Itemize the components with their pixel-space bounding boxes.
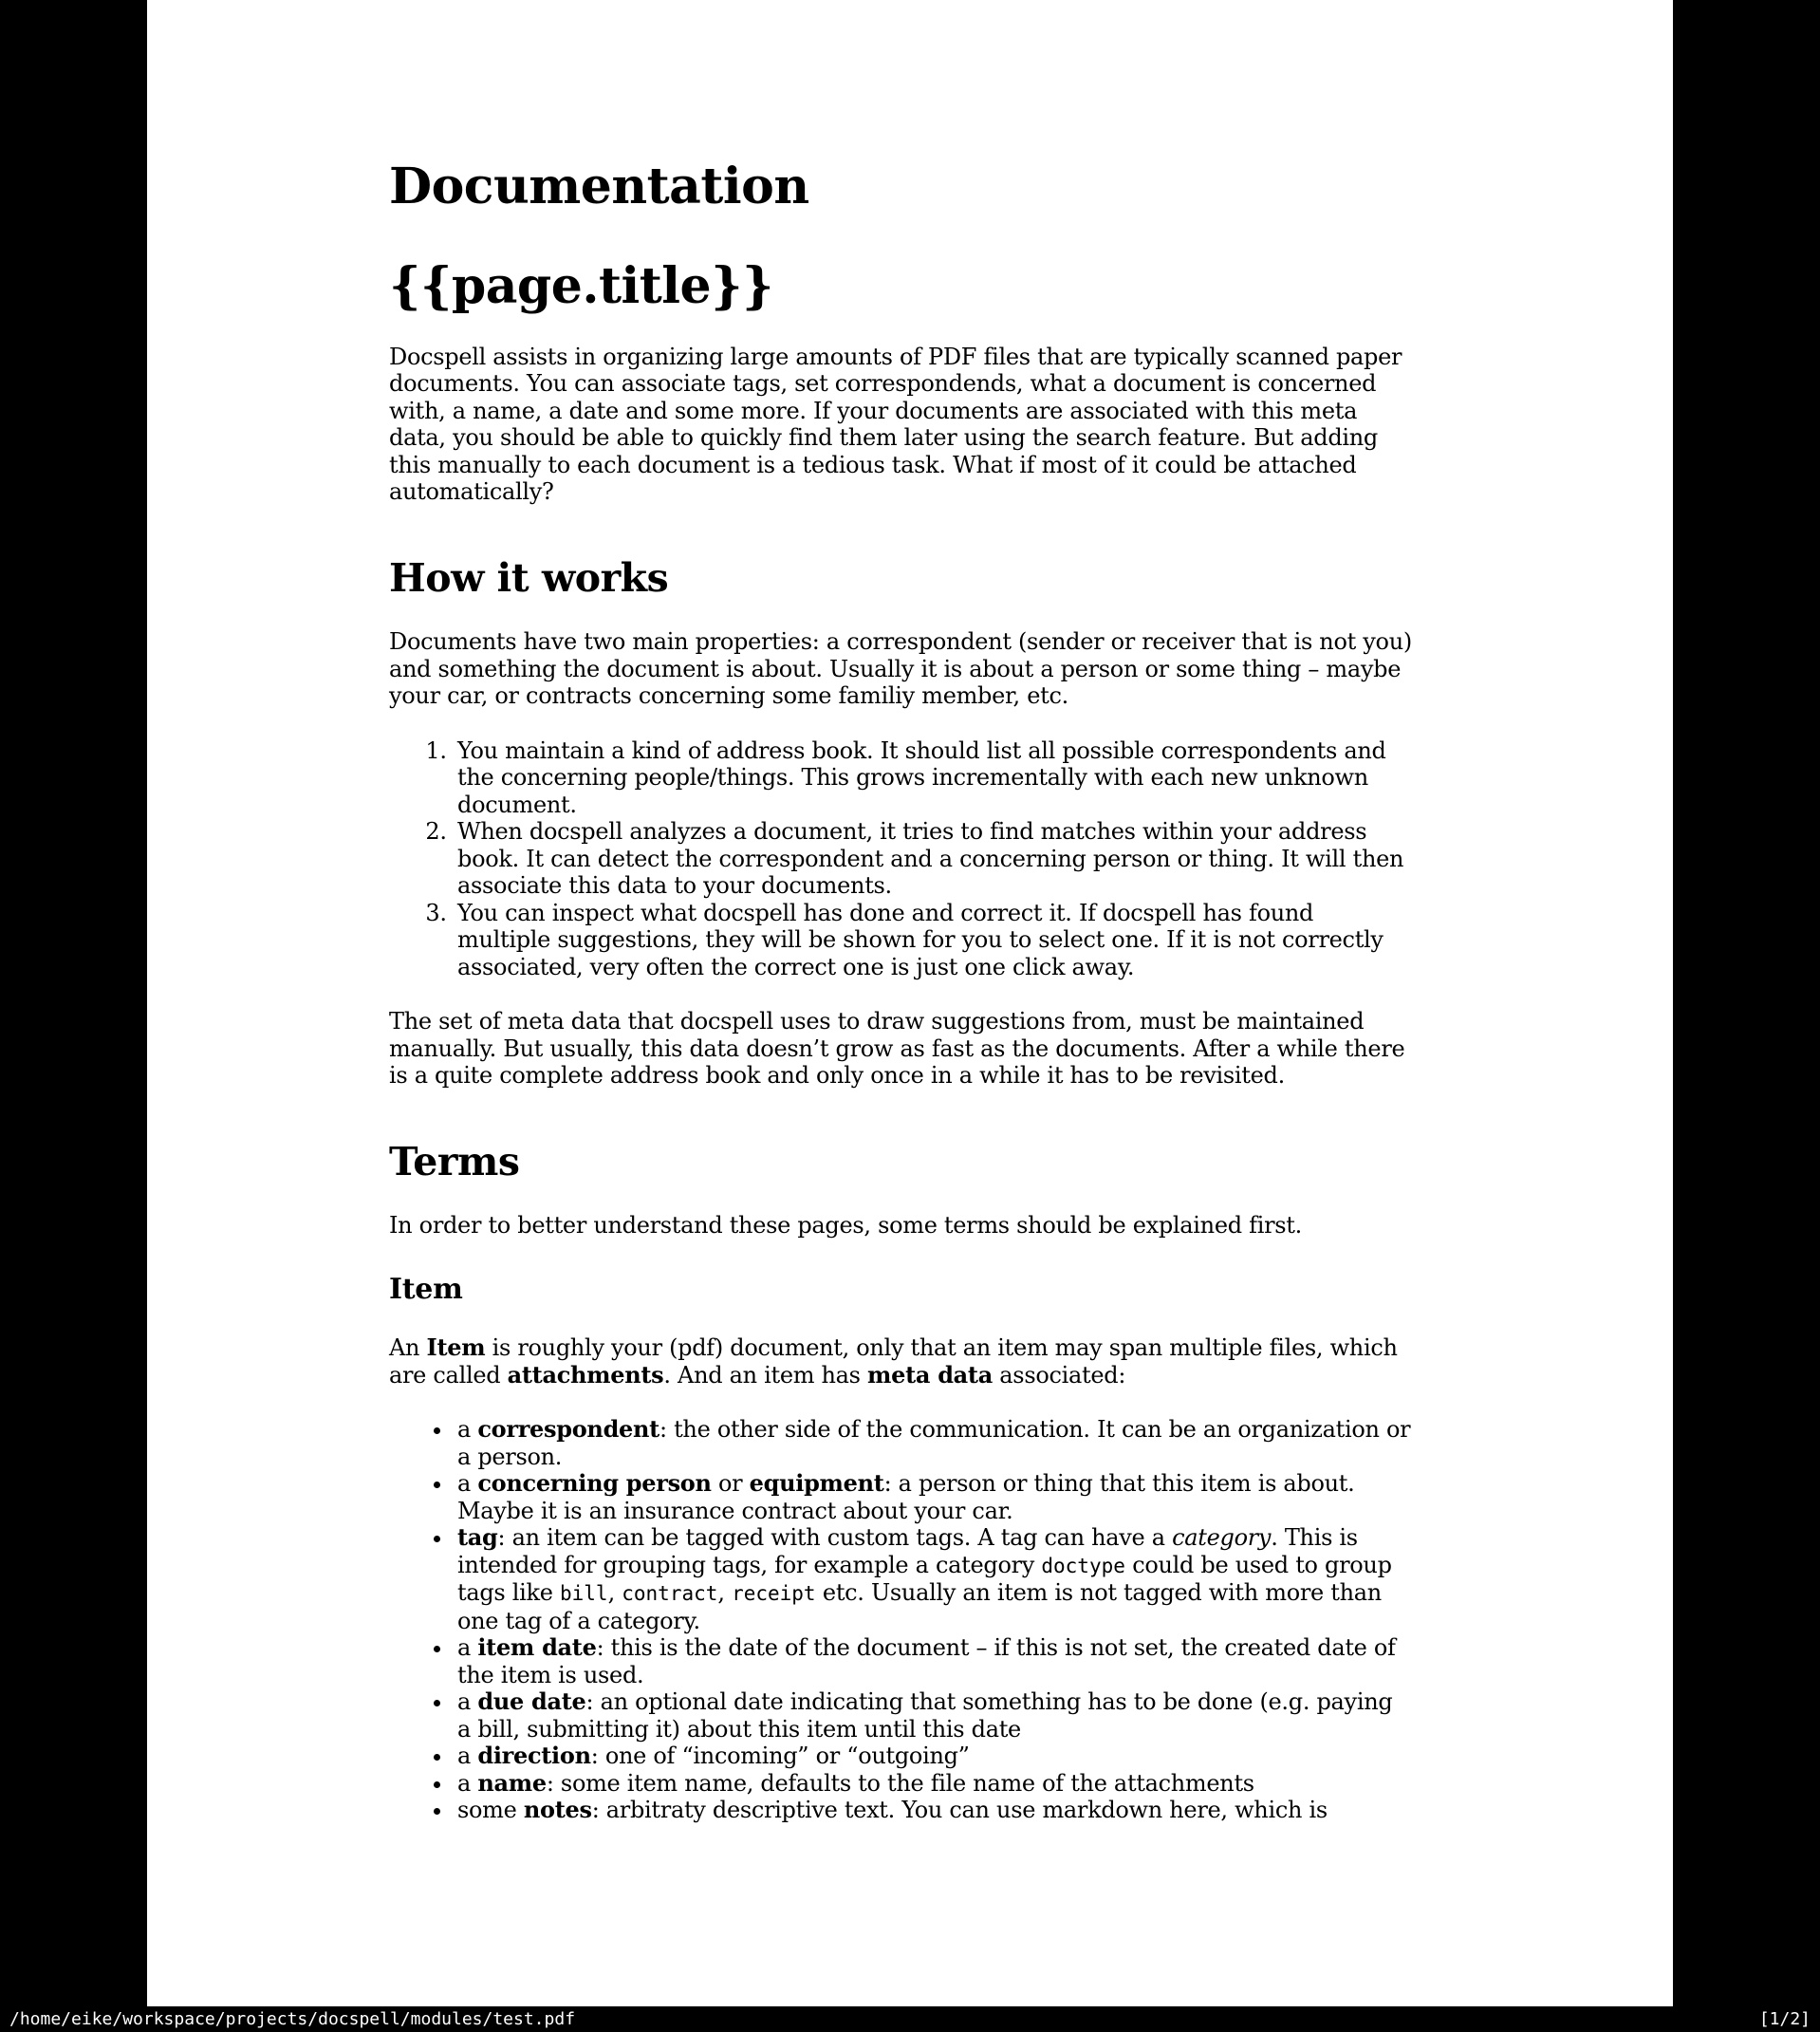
workflow-ordered-list <box>389 737 1412 981</box>
text-run-b: item date <box>477 1633 597 1662</box>
status-bar <box>0 2006 1820 2032</box>
text-run-b: due date <box>477 1687 586 1716</box>
list-item: • some notes: arbitraty descriptive text. You can use markdown here, which is <box>454 1797 1412 1824</box>
list-item: • a concerning person or equipment: a person or thing that this item is about. Maybe it is an insurance contract about your car. <box>454 1470 1412 1524</box>
text-run-b: tag <box>457 1523 498 1552</box>
list-item: • a due date: an optional date indicating that something has to be done (e.g. paying a bill, submitting it) about this item until this date <box>454 1688 1412 1743</box>
text-run-b: direction <box>477 1742 591 1770</box>
doc-title-heading: Documentation <box>389 158 809 215</box>
page-title-placeholder-heading: {{page.title}} <box>389 257 773 316</box>
how-it-works-heading: How it works <box>389 554 669 601</box>
text-run-b: attachments <box>507 1360 664 1389</box>
item-definition-paragraph: An Item is roughly your (pdf) document, only that an item may span multiple files, which are called attachments. And an item has meta data associated: <box>389 1333 1398 1389</box>
list-item: • a correspondent: the other side of the communication. It can be an organization or a person. <box>454 1416 1412 1470</box>
list-item: 1. You maintain a kind of address book. It should list all possible correspondents and the concerning people/things. This grows incrementally with each new unknown document. <box>454 737 1412 819</box>
list-item: • a direction: one of “incoming” or “outgoing” <box>454 1743 1412 1770</box>
text-run-b: concerning person <box>477 1469 712 1498</box>
intro-paragraph: Docspell assists in organizing large amounts of PDF files that are typically scanned paper documents. You can associate tags, set correspondends, what a document is concerned with, a name, a date and some more. If your documents are associated with this meta data, you should be able to quickly find them later using the search feature. But adding this manually to each document is a tedious task. What if most of it could be attached automatically? <box>389 343 1402 506</box>
text-run-i: category <box>1172 1524 1272 1552</box>
how-it-works-paragraph: Documents have two main properties: a correspondent (sender or receiver that is not you) and something the document is about. Usually it is about a person or some thing – maybe your car, or contracts concerning some familiy member, etc. <box>389 628 1412 710</box>
list-item: 2. When docspell analyzes a document, it tries to find matches within your address book. It can detect the correspondent and a concerning person or thing. It will then associate this data to your documents. <box>454 818 1412 900</box>
item-heading: Item <box>389 1273 463 1307</box>
text-run-b: meta data <box>867 1360 993 1389</box>
text-run-b: Item <box>426 1333 486 1362</box>
text-run-b: name <box>477 1768 547 1797</box>
terms-intro-paragraph: In order to better understand these pages, some terms should be explained first. <box>389 1211 1302 1239</box>
page-indicator: [1/2] <box>1758 2009 1811 2029</box>
file-path: /home/eike/workspace/projects/docspell/modules/test.pdf <box>9 2009 576 2029</box>
text-run-b: correspondent <box>477 1415 659 1444</box>
text-run-c: contract <box>622 1582 718 1606</box>
list-item: • tag: an item can be tagged with custom tags. A tag can have a category. This is intended for grouping tags, for example a category doctype could be used to group tags like bill, contract, receipt etc. Usually an item is not tagged with more than one tag of a category. <box>454 1524 1412 1634</box>
text-run-c: doctype <box>1041 1554 1125 1577</box>
meta-data-bullet-list <box>389 1416 1412 1824</box>
text-run-b: notes <box>523 1796 592 1824</box>
terms-heading: Terms <box>389 1138 520 1184</box>
text-run-b: equipment <box>749 1469 884 1498</box>
list-item: • a name: some item name, defaults to the file name of the attachments <box>454 1770 1412 1798</box>
meta-data-paragraph: The set of meta data that docspell uses to draw suggestions from, must be maintained manually. But usually, this data doesn’t grow as fast as the documents. After a while there is a quite complete address book and only once in a while it has to be revisited. <box>389 1008 1405 1090</box>
list-item: 3. You can inspect what docspell has done and correct it. If docspell has found multiple suggestions, they will be shown for you to select one. If it is not correctly associated, very often the correct one is just one click away. <box>454 900 1412 981</box>
list-item: • a item date: this is the date of the document – if this is not set, the created date of the item is used. <box>454 1634 1412 1688</box>
pdf-page <box>147 0 1673 2006</box>
text-run-c: receipt <box>732 1582 816 1606</box>
text-run-c: bill <box>560 1582 608 1606</box>
document-content <box>389 0 1412 1852</box>
